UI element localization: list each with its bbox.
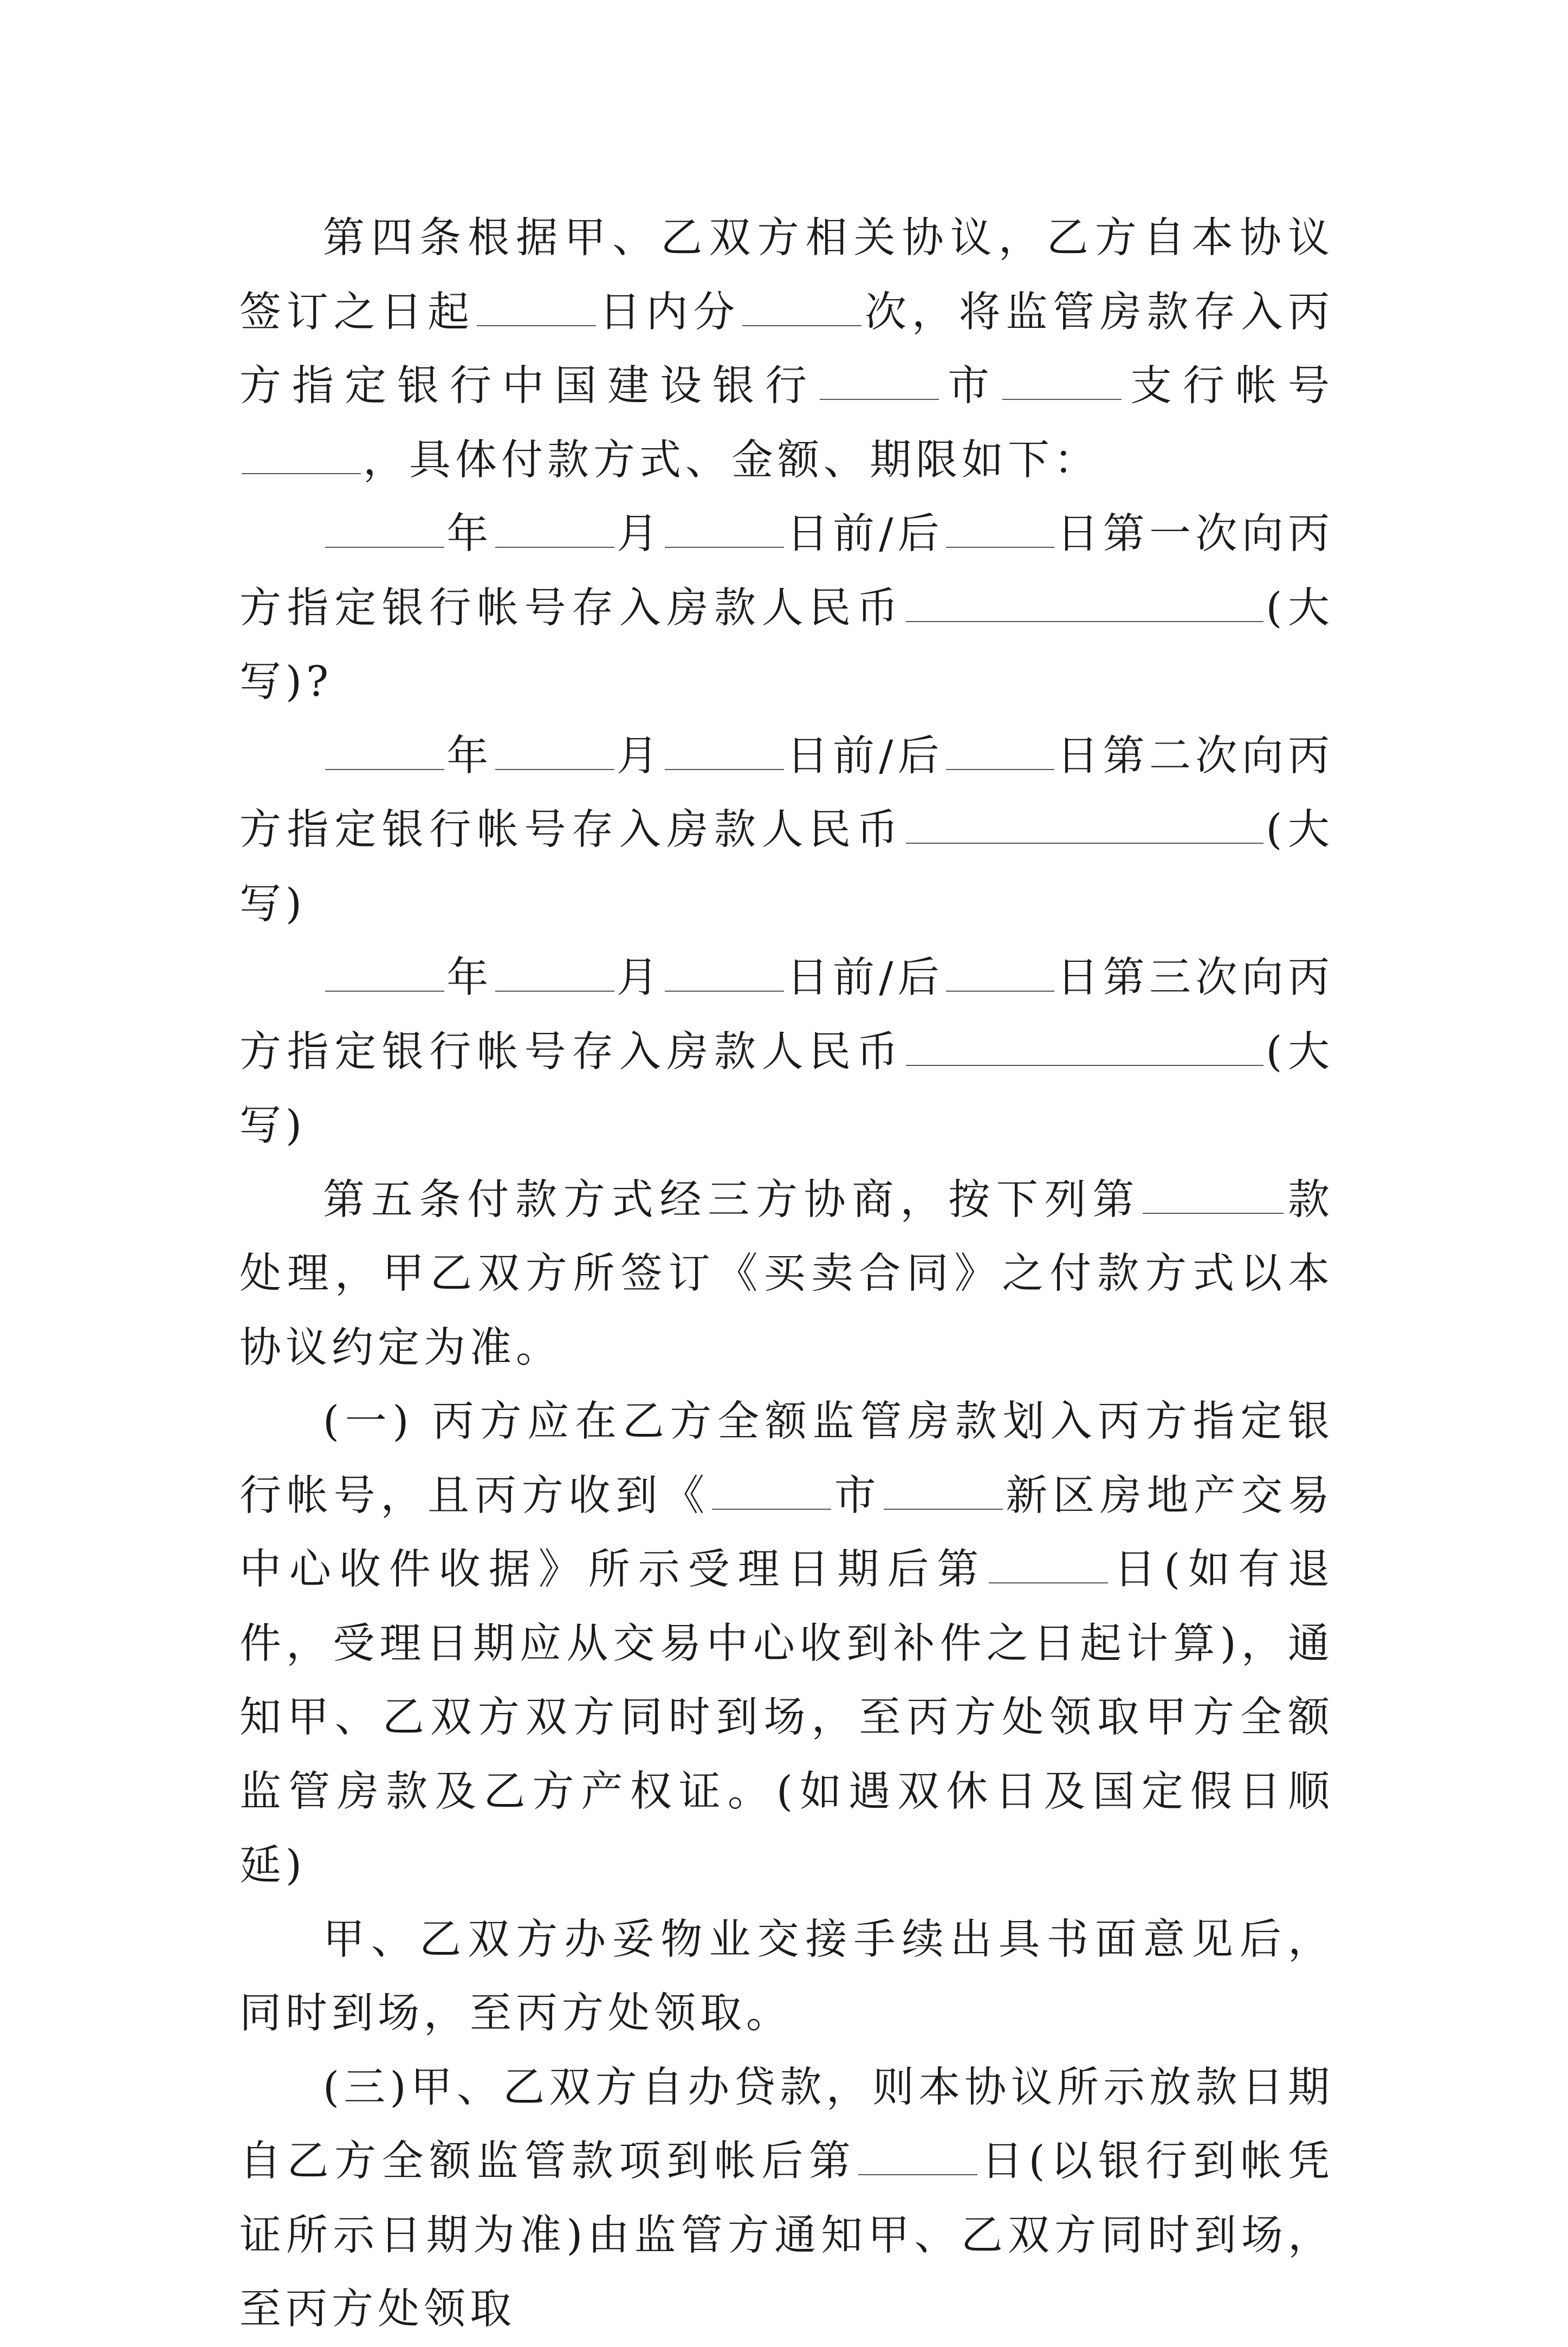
fill-in-blank[interactable] (665, 951, 784, 992)
fill-in-blank[interactable] (665, 729, 784, 770)
fill-in-blank[interactable] (495, 729, 614, 770)
paragraph-text: 月 (616, 954, 663, 1002)
paragraph-text: (三)甲、乙双方自办贷款，则本协议所示放款日期自乙方全额监管款项到帐后第 (239, 2063, 1334, 2186)
fill-in-blank[interactable] (946, 507, 1054, 548)
paragraph-clause-3 (239, 2051, 1334, 2347)
fill-in-blank[interactable] (665, 507, 784, 548)
paragraph-text: 月 (616, 732, 663, 780)
paragraph-text: 日(以银行到帐凭证所示日期为准)由监管方通知甲、乙双方同时到场，至丙方处领取 (239, 2137, 1334, 2333)
paragraph-text: 支行帐号 (1124, 362, 1334, 410)
paragraph-text: 日第一次向丙方指定银行帐号存入房款人民币 (239, 510, 1334, 632)
fill-in-blank[interactable] (495, 507, 614, 548)
fill-in-blank[interactable] (1143, 1173, 1284, 1213)
paragraph-text: 款处理，甲乙双方所签订《买卖合同》之付款方式以本协议约定为准。 (239, 1175, 1334, 1372)
paragraph-text: 新区房地产交易中心收件收据》所示受理日期后第 (239, 1471, 1334, 1594)
fill-in-blank[interactable] (946, 951, 1054, 992)
fill-in-blank[interactable] (858, 2135, 977, 2175)
paragraph-payment-3 (239, 941, 1334, 1163)
paragraph-text: (一) 丙方应在乙方全额监管房款划入丙方指定银行帐号，且丙方收到《 (239, 1398, 1334, 1520)
paragraph-text: (大写) (239, 1027, 1334, 1150)
paragraph-text: (大写)? (239, 584, 1334, 706)
paragraph-text: 甲、乙双方办妥物业交接手续出具书面意见后，同时到场，至丙方处领取。 (239, 1915, 1334, 2038)
paragraph-text: 日前/后 (786, 510, 944, 558)
fill-in-blank[interactable] (989, 1543, 1108, 1583)
fill-in-blank[interactable] (906, 803, 1264, 844)
fill-in-blank[interactable] (495, 951, 614, 992)
paragraph-text: 日第二次向丙方指定银行帐号存入房款人民币 (239, 732, 1334, 854)
paragraph-text: ，具体付款方式、金额、期限如下： (363, 436, 1100, 484)
paragraph-text: 日前/后 (786, 732, 944, 780)
paragraph-text: 市 (833, 1471, 882, 1520)
paragraph-text: 日内分 (598, 288, 741, 337)
paragraph-text: 年 (446, 510, 493, 558)
fill-in-blank[interactable] (742, 285, 861, 326)
paragraph-text: 第五条付款方式经三方协商，按下列第 (323, 1175, 1141, 1224)
paragraph-text: 日(如有退件，受理日期应从交易中心收到补件之日起计算)，通知甲、乙双方双方同时到场，至丙方处领取甲方全额监管房款及乙方产权证。(如遇双休日及国定假日顺延) (239, 1546, 1334, 1890)
fill-in-blank[interactable] (1002, 359, 1122, 400)
document-body (239, 202, 1334, 2347)
fill-in-blank[interactable] (242, 433, 361, 474)
fill-in-blank[interactable] (712, 1469, 831, 1509)
paragraph-text: 市 (941, 362, 1000, 410)
fill-in-blank[interactable] (477, 285, 596, 326)
fill-in-blank[interactable] (325, 507, 444, 548)
fill-in-blank[interactable] (325, 951, 444, 992)
fill-in-blank[interactable] (884, 1469, 1003, 1509)
paragraph-clause-1 (239, 1385, 1334, 1903)
paragraph-payment-2 (239, 720, 1334, 942)
paragraph-article-4 (239, 202, 1334, 497)
fill-in-blank[interactable] (325, 729, 444, 770)
fill-in-blank[interactable] (820, 359, 939, 400)
paragraph-text: 月 (616, 510, 663, 558)
paragraph-article-5 (239, 1163, 1334, 1386)
fill-in-blank[interactable] (906, 1025, 1264, 1065)
paragraph-clause-2 (239, 1903, 1334, 2051)
paragraph-text: 第四条根据甲、乙双方相关协议，乙方自本协议签订之日起 (239, 214, 1334, 337)
paragraph-text: 日前/后 (786, 954, 944, 1002)
paragraph-text: 年 (446, 954, 493, 1002)
fill-in-blank[interactable] (946, 729, 1054, 770)
paragraph-text: 次，将监管房款存入丙方指定银行中国建设银行 (239, 288, 1334, 410)
paragraph-text: 年 (446, 732, 493, 780)
paragraph-payment-1 (239, 497, 1334, 720)
paragraph-text: 日第三次向丙方指定银行帐号存入房款人民币 (239, 954, 1334, 1076)
fill-in-blank[interactable] (906, 581, 1264, 622)
paragraph-text: (大写) (239, 806, 1334, 928)
